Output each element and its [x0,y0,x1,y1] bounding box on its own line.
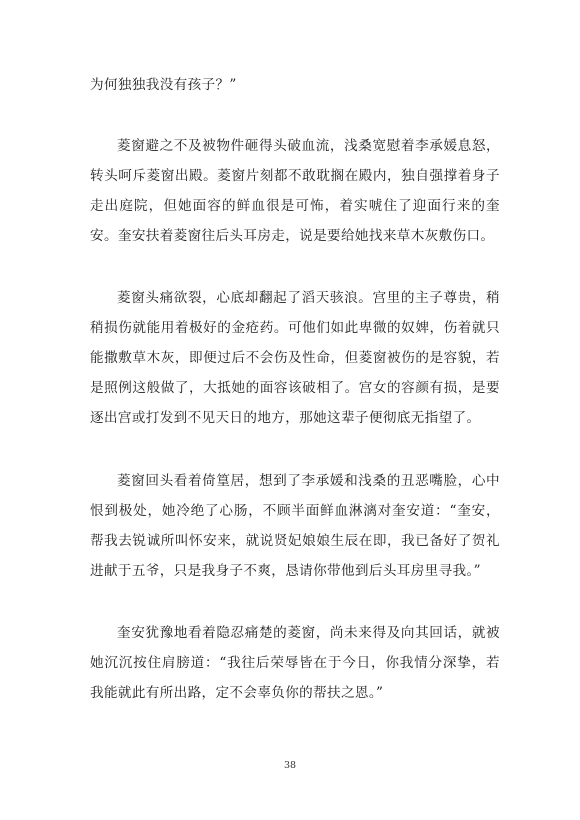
page-number: 38 [283,760,297,771]
paragraph-3: 菱窗头痛欲裂，心底却翻起了滔天骇浪。宫里的主子尊贵，稍稍损伤就能用着极好的金疮药。可他们如此卑微的奴婢，伤着就只能撒敷草木灰，即便过后不会伤及性命，但菱窗被伤的是容貌，若是照例这般做了，大抵她的面容该破相了。宫女的容颜有损，是要逐出宫或打发到不见天日的地方，那她这辈子便彻底无指望了。 [90,290,500,426]
paragraph-4: 菱窗回头看着倚篁居，想到了李承媛和浅桑的丑恶嘴脸，心中恨到极处，她冷绝了心肠，不顾半面鲜血淋漓对奎安道：“奎安，帮我去锐诚所叫怀安来，就说贤妃娘娘生辰在即，我已备好了贺礼进献于五爷，只是我身子不爽，恳请你带他到后头耳房里寻我。” [90,473,500,579]
paragraph-1: 为何独独我没有孩子？” [90,77,237,93]
paragraph-2: 菱窗避之不及被物件砸得头破血流，浅桑宽慰着李承媛息怒，转头呵斥菱窗出殿。菱窗片刻都不敢耽搁在殿内，独自强撑着身子走出庭院，但她面容的鲜血很是可怖，着实唬住了迎面行来的奎安。奎安扶着菱窗往后头耳房走，说是要给她找来草木灰敷伤口。 [90,138,500,244]
paragraph-5: 奎安犹豫地看着隐忍痛楚的菱窗，尚未来得及向其回话，就被她沉沉按住肩膀道：“我往后荣辱皆在于今日，你我情分深挚，若我能就此有所出路，定不会辜负你的帮扶之恩。” [90,625,500,701]
